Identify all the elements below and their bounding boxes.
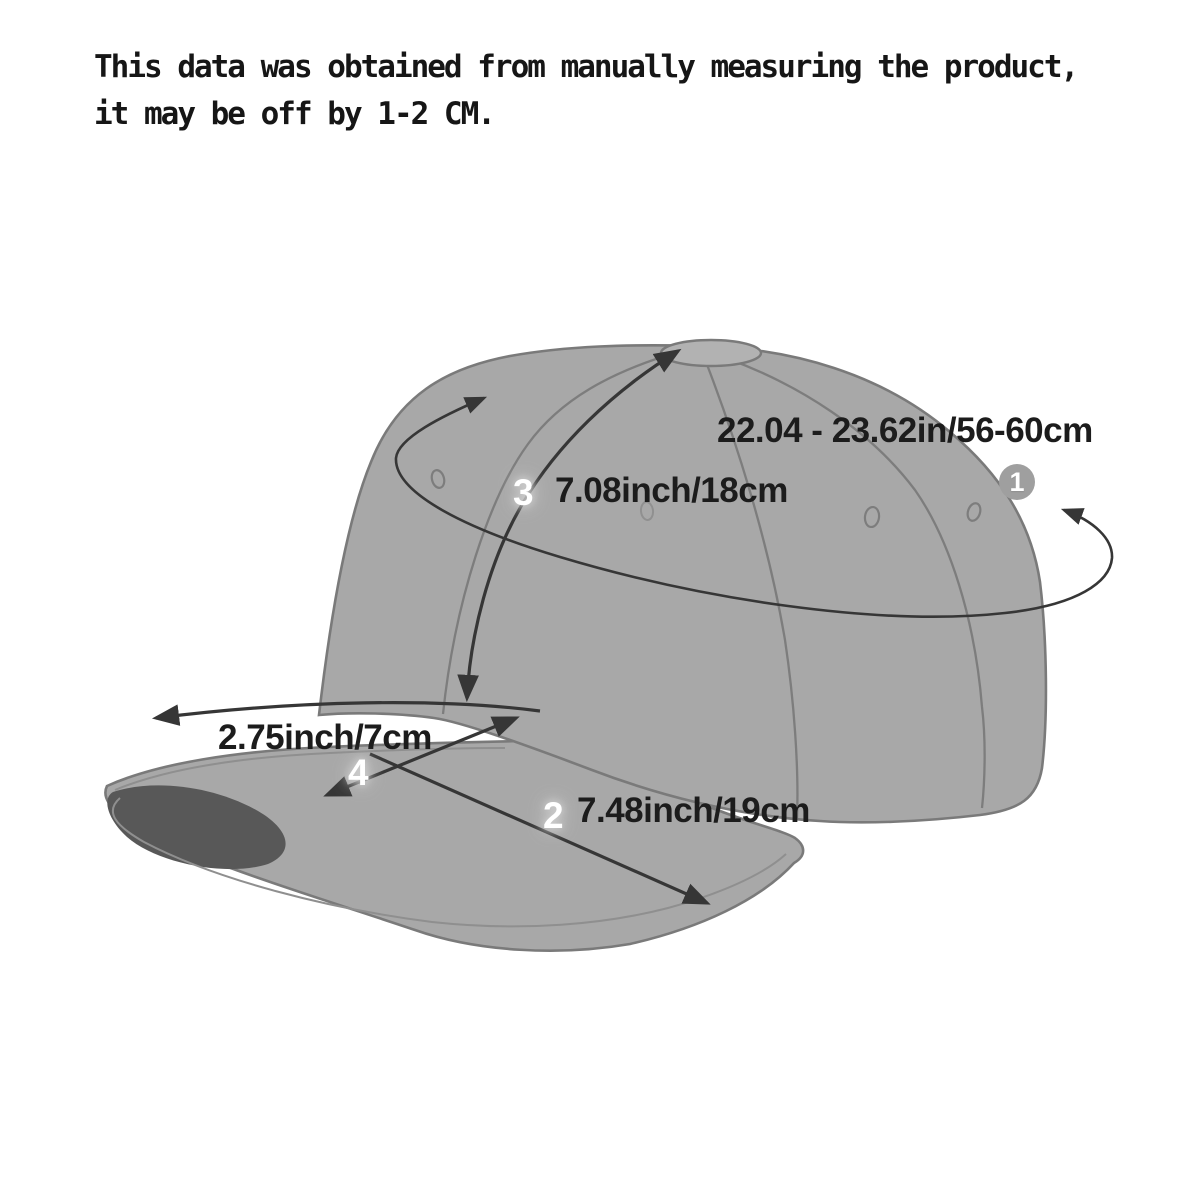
- note-line-1: This data was obtained from manually measuring the product,: [94, 49, 1078, 85]
- measurement-3-number: 3: [513, 472, 534, 513]
- measurement-3-label: 7.08inch/18cm: [555, 471, 788, 510]
- measurement-4-label: 2.75inch/7cm: [218, 718, 432, 757]
- measurement-4-number: 4: [348, 752, 369, 793]
- measurement-2-label: 7.48inch/19cm: [577, 791, 810, 830]
- measurement-1-number-badge: 1: [999, 464, 1035, 500]
- measurement-1-label: 22.04 - 23.62in/56-60cm: [717, 411, 1093, 450]
- measurement-2-number: 2: [543, 795, 564, 836]
- note-line-2: it may be off by 1-2 CM.: [94, 96, 494, 132]
